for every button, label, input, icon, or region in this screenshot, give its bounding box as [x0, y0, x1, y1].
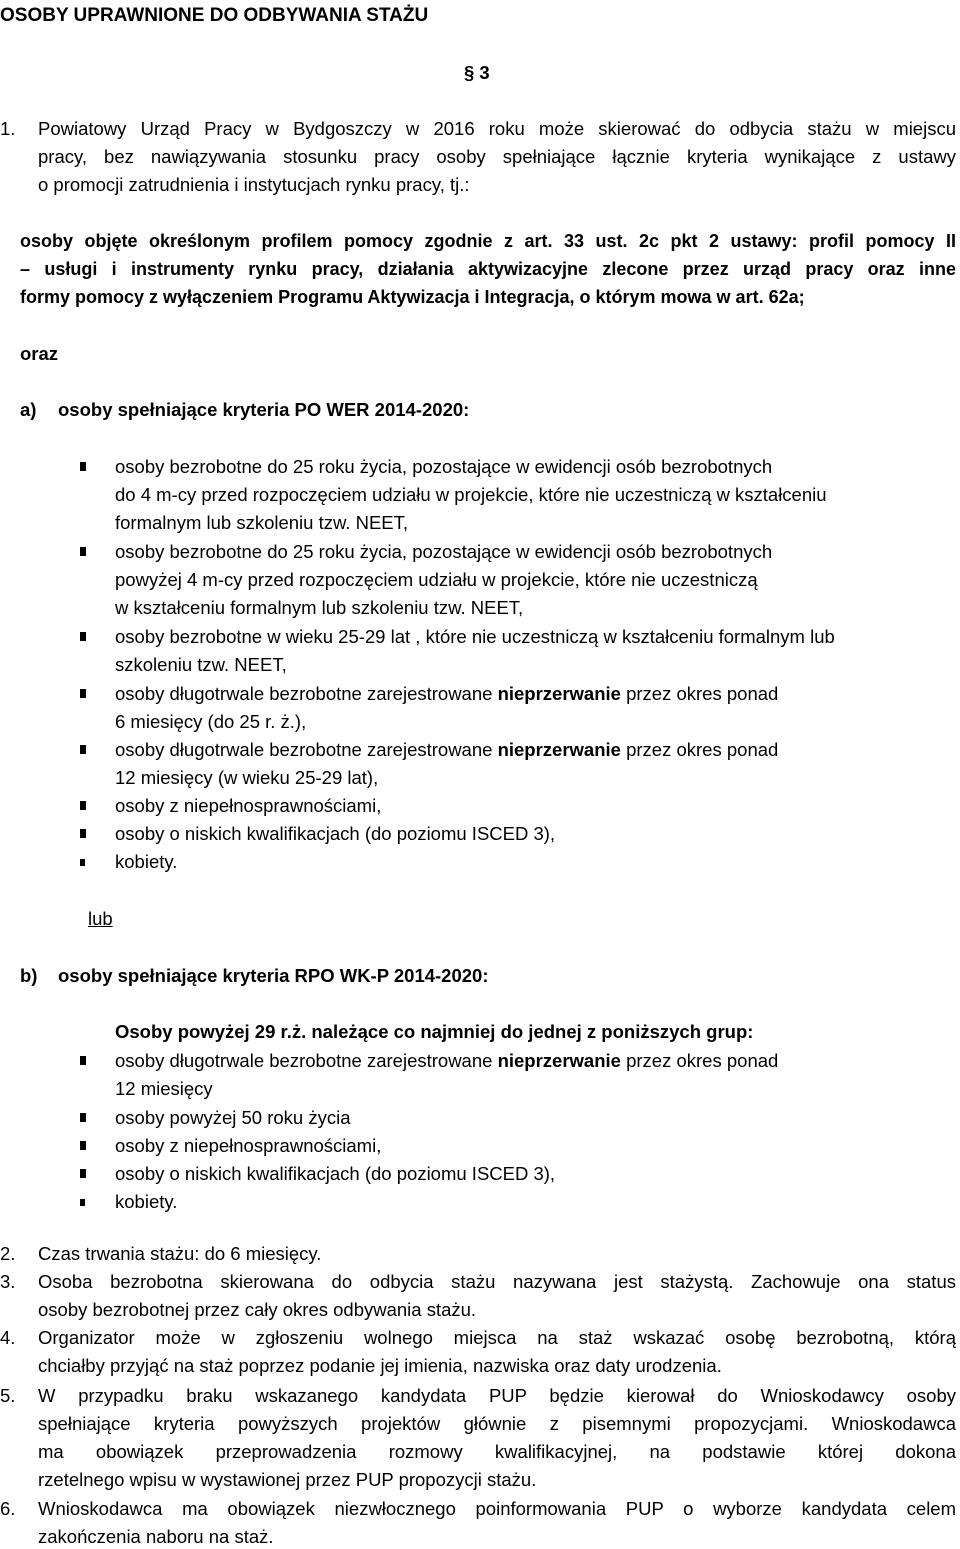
bullet-icon	[80, 1199, 85, 1206]
bullet-icon	[80, 745, 86, 754]
bullet-icon	[80, 859, 85, 866]
profile-line-1: osoby objęte określonym profilem pomocy zgodnie z art. 33 ust. 2c pkt 2 ustawy: profil pomocy II	[20, 231, 956, 251]
item-3-number: 3.	[0, 1271, 16, 1292]
bullet-icon	[80, 689, 86, 698]
a-bullet-4-line-2: 6 miesięcy (do 25 r. ż.),	[115, 711, 307, 732]
bullet-icon	[80, 1141, 86, 1150]
b-bullet-1-line-2: 12 miesięcy	[115, 1078, 213, 1099]
profile-line-2: – usługi i instrumenty rynku pracy, działania aktywizacyjne zlecone przez urząd pracy oraz inne	[20, 259, 956, 279]
item-5-line-4: rzetelnego wpisu w wystawionej przez PUP propozycji stażu.	[38, 1469, 537, 1490]
bullet-icon	[80, 829, 86, 838]
a-bullet-1-line-3: formalnym lub szkoleniu tzw. NEET,	[115, 512, 409, 533]
oraz-label: oraz	[20, 343, 59, 364]
section-b-label: b)	[20, 965, 38, 986]
bullet-icon	[80, 1169, 86, 1178]
b-bullet-3: osoby z niepełnosprawnościami,	[115, 1135, 382, 1156]
item-4-line-2: chciałby przyjąć na staż poprzez podanie jej imienia, nazwiska oraz daty urodzenia.	[38, 1355, 722, 1376]
item-1-number: 1.	[0, 118, 16, 139]
a-bullet-2-line-1: osoby bezrobotne do 25 roku życia, pozostające w ewidencji osób bezrobotnych	[115, 541, 773, 562]
b-bullet-4: osoby o niskich kwalifikacjach (do poziomu ISCED 3),	[115, 1163, 556, 1184]
item-2-line-1: Czas trwania stażu: do 6 miesięcy.	[38, 1243, 322, 1264]
item-5-line-3: ma obowiązek przeprowadzenia rozmowy kwalifikacyjnej, na podstawie której dokona	[38, 1441, 956, 1462]
lub-label: lub	[88, 908, 113, 929]
item-1-line-1: Powiatowy Urząd Pracy w Bydgoszczy w 2016 roku może skierować do odbycia stażu w miejscu	[38, 118, 956, 139]
a-bullet-1-line-2: do 4 m-cy przed rozpoczęciem udziału w projekcie, które nie uczestniczą w kształceniu	[115, 484, 827, 505]
a-bullet-6: osoby z niepełnosprawnościami,	[115, 795, 382, 816]
b-bullet-2: osoby powyżej 50 roku życia	[115, 1107, 351, 1128]
item-4-number: 4.	[0, 1327, 16, 1348]
page-title: OSOBY UPRAWNIONE DO ODBYWANIA STAŻU	[0, 5, 429, 26]
section-number: § 3	[464, 62, 490, 83]
a-bullet-7: osoby o niskich kwalifikacjach (do poziomu ISCED 3),	[115, 823, 556, 844]
a-bullet-8: kobiety.	[115, 851, 178, 872]
bullet-icon	[80, 462, 86, 471]
item-6-line-2: zakończenia naboru na staż.	[38, 1526, 274, 1547]
item-3-line-2: osoby bezrobotnej przez cały okres odbywania stażu.	[38, 1299, 477, 1320]
item-5-line-2: spełniające kryteria powyższych projektów głównie z pisemnymi propozycjami. Wnioskodawca	[38, 1413, 956, 1434]
item-6-number: 6.	[0, 1498, 16, 1519]
bullet-icon	[80, 547, 86, 556]
section-a-label: a)	[20, 399, 37, 420]
a-bullet-2-line-3: w kształceniu formalnym lub szkoleniu tzw. NEET,	[115, 597, 524, 618]
item-1-line-2: pracy, bez nawiązywania stosunku pracy osoby spełniające łącznie kryteria wynikające z ustawy	[38, 146, 956, 167]
item-5-line-1: W przypadku braku wskazanego kandydata PUP będzie kierował do Wnioskodawcy osoby	[38, 1385, 956, 1406]
a-bullet-3-line-2: szkoleniu tzw. NEET,	[115, 654, 287, 675]
item-2-number: 2.	[0, 1243, 16, 1264]
item-3-line-1: Osoba bezrobotna skierowana do odbycia stażu nazywana jest stażystą. Zachowuje ona status	[38, 1271, 956, 1292]
b-bullet-5: kobiety.	[115, 1191, 178, 1212]
item-1-line-3: o promocji zatrudnienia i instytucjach rynku pracy, tj.:	[38, 174, 470, 195]
item-5-number: 5.	[0, 1385, 16, 1406]
section-b-title: osoby spełniające kryteria RPO WK-P 2014-2020:	[58, 965, 489, 986]
bullet-icon	[80, 1056, 86, 1065]
item-6-line-1: Wnioskodawca ma obowiązek niezwłocznego poinformowania PUP o wyborze kandydata celem	[38, 1498, 956, 1519]
profile-line-3: formy pomocy z wyłączeniem Programu Aktywizacja i Integracja, o którym mowa w art. 62a;	[20, 287, 805, 307]
bullet-icon	[80, 1113, 86, 1122]
bullet-icon	[80, 801, 86, 810]
a-bullet-3-line-1: osoby bezrobotne w wieku 25-29 lat , które nie uczestniczą w kształceniu formalnym lub	[115, 626, 835, 647]
a-bullet-5-line-2: 12 miesięcy (w wieku 25-29 lat),	[115, 767, 379, 788]
a-bullet-2-line-2: powyżej 4 m-cy przed rozpoczęciem udziału w projekcie, które nie uczestniczą	[115, 569, 758, 590]
section-a-title: osoby spełniające kryteria PO WER 2014-2020:	[58, 399, 470, 420]
a-bullet-5-line-1: osoby długotrwale bezrobotne zarejestrowane nieprzerwanie przez okres ponad	[115, 739, 779, 760]
bullet-icon	[80, 632, 86, 641]
a-bullet-4-line-1: osoby długotrwale bezrobotne zarejestrowane nieprzerwanie przez okres ponad	[115, 683, 779, 704]
item-4-line-1: Organizator może w zgłoszeniu wolnego miejsca na staż wskazać osobę bezrobotną, którą	[38, 1327, 956, 1348]
section-b-intro: Osoby powyżej 29 r.ż. należące co najmniej do jednej z poniższych grup:	[115, 1021, 754, 1042]
a-bullet-1-line-1: osoby bezrobotne do 25 roku życia, pozostające w ewidencji osób bezrobotnych	[115, 456, 773, 477]
b-bullet-1-line-1: osoby długotrwale bezrobotne zarejestrowane nieprzerwanie przez okres ponad	[115, 1050, 779, 1071]
